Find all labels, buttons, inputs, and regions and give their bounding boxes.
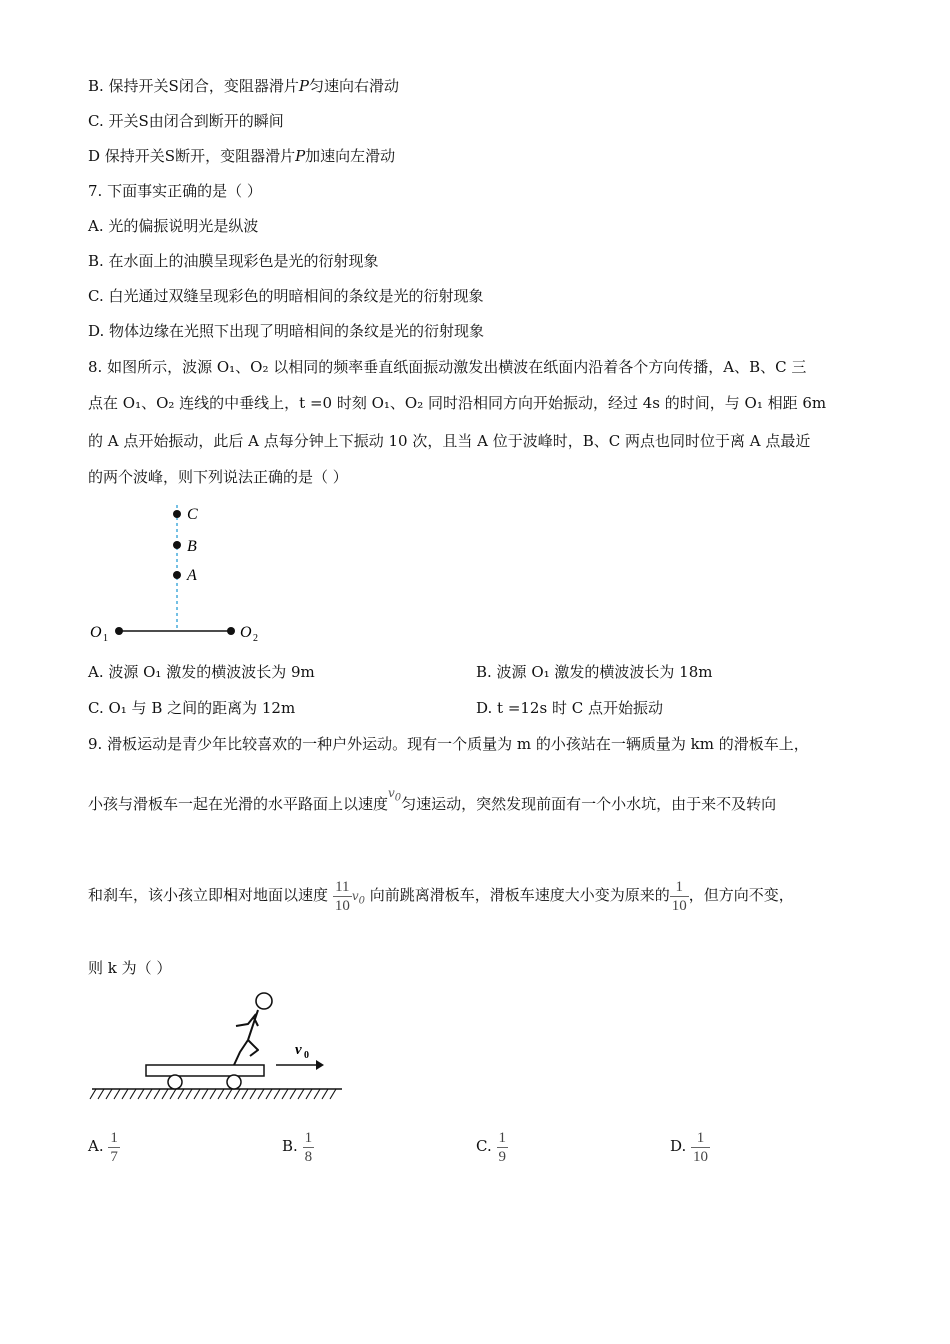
q8-stem-line2: 点在 O₁、O₂ 连线的中垂线上，t =0 时刻 O₁、O₂ 同时沿相同方向开始振动，经过 4s 的时间，与 O₁ 相距 6m <box>88 394 827 412</box>
q6-option-c: C. 开关S由闭合到断开的瞬间 <box>88 112 284 130</box>
skateboard-deck <box>146 1065 264 1076</box>
velocity-arrow-head <box>316 1060 324 1070</box>
skateboard-wheel-rear <box>168 1075 182 1089</box>
q8-stem-line3: 的 A 点开始振动，此后 A 点每分钟上下振动 10 次，且当 A 位于波峰时，B、C 两点也同时位于离 A 点最近 <box>88 432 811 450</box>
point-c <box>173 510 181 518</box>
q7-option-d: D. 物体边缘在光照下出现了明暗相间的条纹是光的衍射现象 <box>88 322 485 340</box>
label-o2: O <box>240 624 252 641</box>
q7-option-c: C. 白光通过双缝呈现彩色的明暗相间的条纹是光的衍射现象 <box>88 287 484 305</box>
fraction-1-10-option: $\frac{1}{10}$ <box>693 1129 709 1165</box>
label-o2-sub: 2 <box>253 633 258 644</box>
child-figure <box>234 993 272 1065</box>
q8-option-a: A. 波源 O₁ 激发的横波波长为 9m <box>88 663 315 681</box>
label-a: A <box>187 567 197 584</box>
q9-option-b: B. $\frac{1}{8}$ <box>282 1129 313 1165</box>
ground-hatching <box>90 1089 336 1099</box>
q7-stem: 7. 下面事实正确的是（ ） <box>88 182 262 200</box>
label-c: C <box>187 506 198 523</box>
label-b: B <box>187 538 197 555</box>
q9-option-d: D. $\frac{1}{10}$ <box>670 1129 709 1165</box>
fraction-1-10: $\frac{1}{10}$ <box>671 878 687 914</box>
v0-label: v <box>295 1042 302 1058</box>
q9-stem-line4: 则 k 为（ ） <box>88 959 172 977</box>
q7-option-b: B. 在水面上的油膜呈现彩色是光的衍射现象 <box>88 252 379 270</box>
q9-skateboard-diagram <box>88 988 348 1103</box>
q9-option-a: A. $\frac{1}{7}$ <box>88 1129 118 1165</box>
skateboard-wheel-front <box>227 1075 241 1089</box>
q8-option-b: B. 波源 O₁ 激发的横波波长为 18m <box>476 663 713 681</box>
q8-option-d: D. t =12s 时 C 点开始振动 <box>476 699 663 717</box>
q8-wave-source-diagram <box>85 500 275 648</box>
q9-stem-line1: 9. 滑板运动是青少年比较喜欢的一种户外运动。现有一个质量为 m 的小孩站在一辆质量为 km 的滑板车上， <box>88 735 809 753</box>
label-o1: O <box>90 624 102 641</box>
q8-stem-line1: 8. 如图所示，波源 O₁、O₂ 以相同的频率垂直纸面振动激发出横波在纸面内沿着各个方向传播，A、B、C 三 <box>88 358 807 376</box>
fraction-11-10: $\frac{11}{10}$ <box>334 878 350 914</box>
point-b <box>173 541 181 549</box>
q8-stem-line4: 的两个波峰，则下列说法正确的是（ ） <box>88 468 348 486</box>
q7-option-a: A. 光的偏振说明光是纵波 <box>88 217 259 235</box>
fraction-1-8: $\frac{1}{8}$ <box>304 1129 313 1165</box>
v0-symbol: v0 <box>388 786 402 804</box>
source-o2 <box>227 627 235 635</box>
v0-label-sub: 0 <box>304 1050 309 1061</box>
q9-stem-line3: 和刹车，该小孩立即相对地面 .以速度 $\frac{11}{10}$ $v_0$ 向前跳离滑板车，滑板车速度大小变为原来的 $\frac{1}{10}$ ，但方向不变， <box>88 875 794 921</box>
source-o1 <box>115 627 123 635</box>
q6-option-d: D 保持开关S断开，变阻器滑片P加速向左滑动 <box>88 147 396 165</box>
q6-option-b: B. 保持开关S闭合，变阻器滑片P匀速向右滑动 <box>88 77 399 95</box>
q9-stem-line2: 小孩与滑板车一起在光滑的水平路面上以速度$^{v_0}$匀速运动，突然发现前面有一个小水坑，由于来不及转向 <box>88 786 777 813</box>
point-a <box>173 571 181 579</box>
label-o1-sub: 1 <box>103 633 108 644</box>
emphasis-relative-ground: 相对地面 . <box>223 886 283 904</box>
q8-option-c: C. O₁ 与 B 之间的距离为 12m <box>88 699 296 717</box>
fraction-1-9: $\frac{1}{9}$ <box>498 1129 506 1165</box>
q9-option-c: C. $\frac{1}{9}$ <box>476 1129 506 1165</box>
fraction-1-7: $\frac{1}{7}$ <box>110 1129 118 1165</box>
